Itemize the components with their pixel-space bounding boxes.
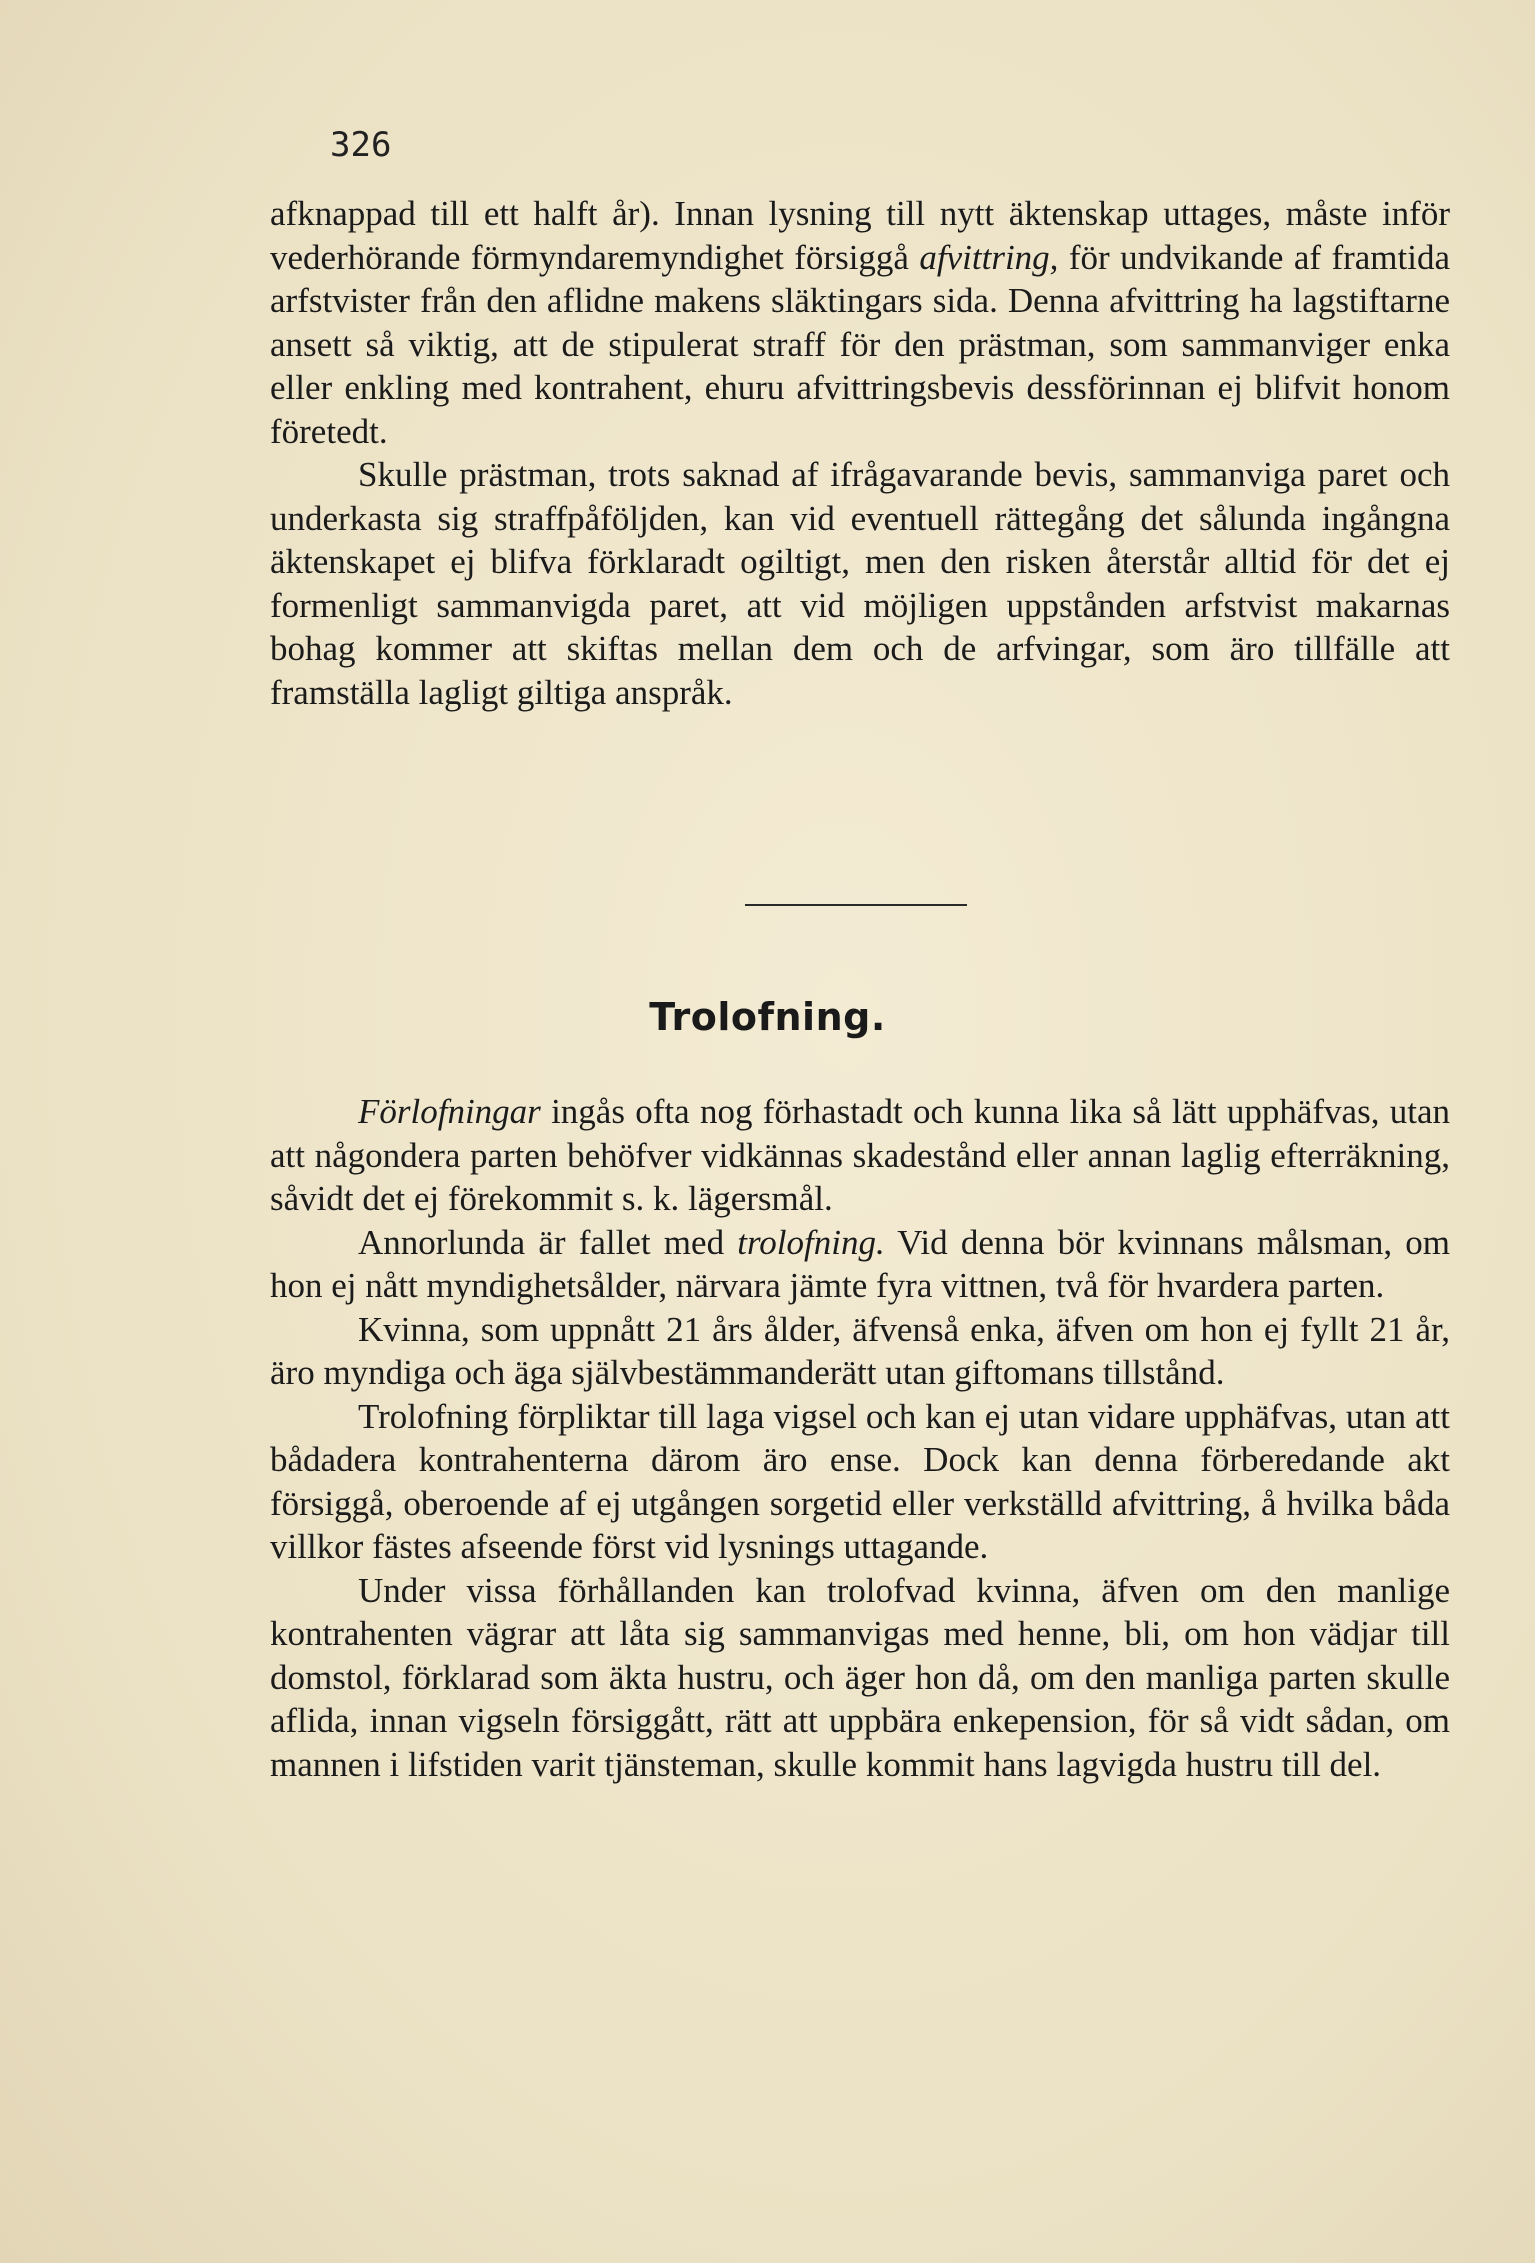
text-run: Under vissa förhållanden kan trolofvad kvinna, äfven om den manlige kontrahenten vägrar att låta sig sammanvigas med henne, bli, om hon vädjar till domstol, förklarad som äkta hustru, och äger hon då, om den manliga parten skulle aflida, innan vigseln försiggått, rätt att uppbära enkepension, för så vidt sådan, om mannen i lifstiden varit tjänsteman, skulle kommit hans lagvigda hustru till del.	[270, 1570, 1450, 1784]
text-run: Annorlunda är fallet med	[358, 1222, 738, 1262]
page-number: 326	[330, 125, 392, 165]
italic-term: Förlofningar	[358, 1092, 541, 1131]
text-run: afknappad till ett halft år). Innan lysning till nytt äktenskap uttages, måste inför vederhörande förmyndaremyndighet försiggå	[270, 194, 1450, 277]
paragraph	[270, 1221, 1450, 1308]
paragraph	[270, 1569, 1450, 1787]
text-run: Trolofning förpliktar till laga vigsel och kan ej utan vidare upphäfvas, utan att bådadera kontrahenterna därom äro ense. Dock kan denna förberedande akt försiggå, oberoende af ej utgången sorgetid eller verkställd afvittring, å hvilka båda villkor fästes afseende först vid lysnings uttagande.	[270, 1396, 1450, 1566]
section-2-text	[270, 1090, 1450, 1786]
section-1-text	[270, 192, 1450, 714]
text-run: för undvikande af framtida arfstvister från den aflidne makens släktingars sida. Denna afvittring ha lagstiftarne ansett så viktig, att de stipulerat straff för den prästman, som sammanviger enka eller enkling med kontrahent, ehuru afvittringsbevis dessförinnan ej blifvit honom företedt.	[270, 237, 1450, 451]
text-run: ingås ofta nog förhastadt och kunna lika så lätt upphäfvas, utan att någondera parten behöfver vidkännas skadestånd eller annan laglig efterräkning, såvidt det ej förekommit s. k. lägersmål.	[270, 1092, 1450, 1218]
text-run: Vid denna bör kvinnans målsman, om hon ej nått myndighetsålder, närvara jämte fyra vittnen, två för hvardera parten.	[270, 1222, 1450, 1305]
text-run: Kvinna, som uppnått 21 års ålder, äfvenså enka, äfven om hon ej fyllt 21 år, äro myndiga och äga självbestämmanderätt utan giftomans tillstånd.	[270, 1309, 1450, 1392]
italic-term: afvittring,	[919, 237, 1059, 277]
paragraph	[270, 453, 1450, 714]
section-divider	[745, 904, 967, 906]
paragraph	[270, 1308, 1450, 1395]
paragraph	[270, 1090, 1450, 1221]
italic-term: trolofning.	[737, 1222, 885, 1262]
paragraph	[270, 1395, 1450, 1569]
paragraph	[270, 192, 1450, 453]
section-heading: Trolofning.	[649, 995, 886, 1039]
text-run: Skulle prästman, trots saknad af ifrågavarande bevis, sammanviga paret och underkasta sig straffpåföljden, kan vid eventuell rättegång det sålunda ingångna äktenskapet ej blifva förklaradt ogiltigt, men den risken återstår alltid för det ej formenligt sammanvigda paret, att vid möjligen uppstånden arfstvist makarnas bohag kommer att skiftas mellan dem och de arfvingar, som äro tillfälle att framställa lagligt giltiga anspråk.	[270, 455, 1450, 712]
